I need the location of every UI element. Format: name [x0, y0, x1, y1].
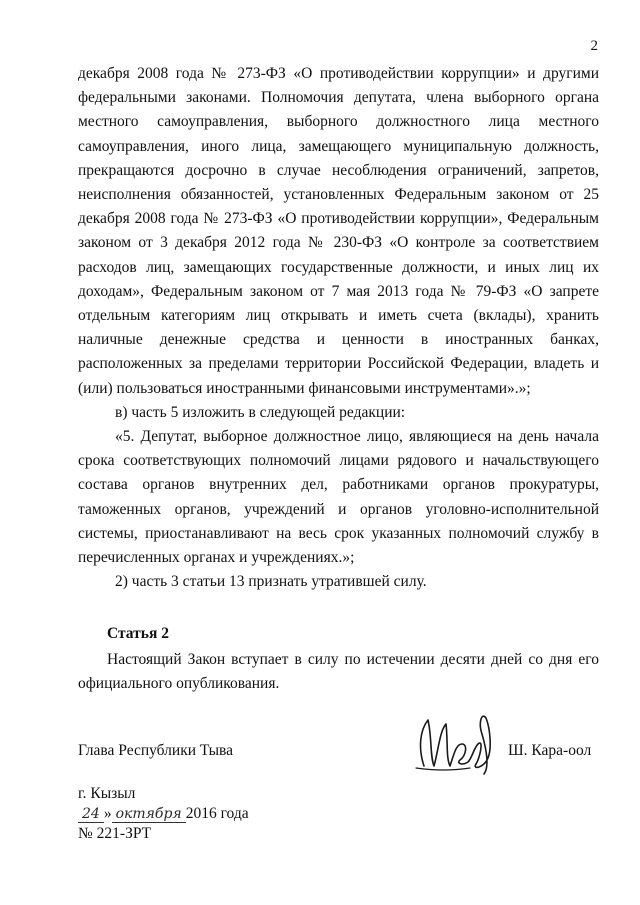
date-day-handwritten: 24	[78, 806, 104, 823]
paragraph-item-v: в) часть 5 изложить в следующей редакции:	[115, 403, 406, 421]
signer-position: Глава Республики Тыва	[78, 742, 234, 759]
document-number: № 221-ЗРТ	[78, 825, 152, 842]
law-body-text	[78, 62, 599, 594]
paragraph-continuation: декабря 2008 года № 273-ФЗ «О противодействии коррупции» и другими федеральными законами. Полномочия депутата, члена выборного органа местного самоуправления, выборного должностного лица местного самоуправления, иного лица, замещающего муниципальную должность, прекращаются досрочно в случае несоблюдения ограничений, запретов, неисполнения обязанностей, установленных Федеральным законом от 25 декабря 2008 года № 273-ФЗ «О противодействии коррупции», Федеральным законом от 3 декабря 2012 года № 230-ФЗ «О контроле за соответствием расходов лиц, замещающих государственные должности, и иных лиц их доходам», Федеральным законом от 7 мая 2013 года № 79-ФЗ «О запрете отдельным категориям лиц открывать и иметь счета (вклады), хранить наличные денежные средства и ценности в иностранных банках, расположенных за пределами территории Российской Федерации, владеть и (или) пользоваться иностранными финансовыми инструментами».»;	[78, 65, 599, 397]
date-quote: »	[103, 805, 112, 822]
paragraph-item-2: 2) часть 3 статьи 13 признать утратившей силу.	[115, 573, 427, 591]
paragraph-part-5: «5. Депутат, выборное должностное лицо, являющиеся на день начала срока соответствующих полномочий лицами рядового и начальствующего состава органов внутренних дел, работниками органов прокуратуры, таможенных органов, учреждений и органов уголовно-исполнительной системы, приостанавливают на весь срок указанных полномочий службу в перечисленных органах и учреждениях.»;	[78, 428, 599, 567]
date-year: 2016 года	[185, 805, 249, 822]
place-of-signing: г. Кызыл	[78, 785, 136, 802]
page-number: 2	[590, 38, 598, 54]
article-text: Настоящий Закон вступает в силу по истечении десяти дней со дня его официального опубликования.	[78, 651, 599, 693]
signer-name: Ш. Кара-оол	[508, 742, 592, 759]
article-title: Статья 2	[107, 625, 169, 642]
handwritten-signature	[410, 708, 496, 778]
date-month-handwritten: октября	[112, 806, 186, 823]
signing-date	[78, 805, 249, 823]
